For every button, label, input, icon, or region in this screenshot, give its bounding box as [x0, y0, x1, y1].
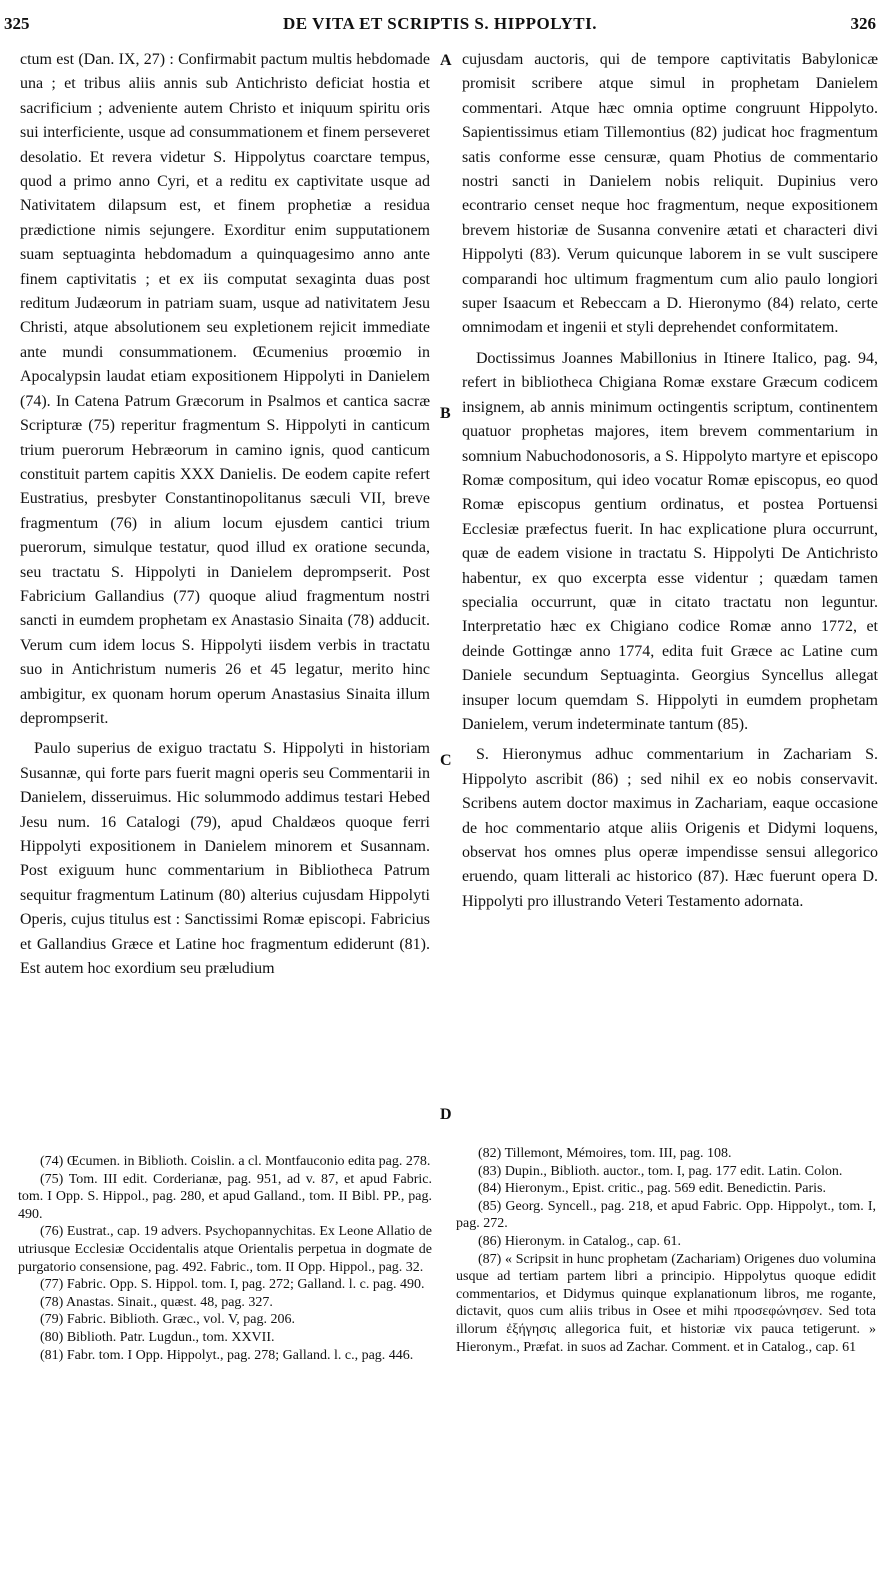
margin-letter-c: C: [440, 752, 452, 769]
footnote: (80) Biblioth. Patr. Lugdun., tom. XXVII.: [40, 1329, 275, 1345]
margin-letter-a: A: [440, 52, 452, 69]
margin-letter-d: D: [440, 1106, 452, 1123]
page-number-left: 325: [4, 14, 30, 33]
footnote: (84) Hieronym., Epist. critic., pag. 569 edit. Benedictin. Paris.: [478, 1181, 826, 1197]
footnotes-right: [456, 1145, 876, 1356]
footnote: (79) Fabric. Biblioth. Græc., vol. V, pag. 206.: [40, 1312, 295, 1328]
page-number-right: 326: [850, 14, 876, 33]
left-paragraph-2: Paulo superius de exiguo tractatu S. Hippolyti in historiam Susannæ, qui forte pars fuerit magni operis seu Commentarii in Danielem, disseruimus. Hic solummodo addimus testari Hebed Jesu num. 16 Catalogi (79), apud Chaldæos quoque ferri Hippolyti expositionem in Danielem minorem et Susannam. Post exiguum hunc commentarium in Bibliotheca Patrum sequitur fragmentum Latinum (80) alterius cujusdam Hippolyti Operis, cujus titulus est : Sanctissimi Romæ episcopi. Fabricius et Gallandius Græce et Latine hoc fragmentum ediderunt (81). Est autem hoc exordium seu præludium: [20, 740, 430, 978]
right-paragraph-2: Doctissimus Joannes Mabillonius in Itinere Italico, pag. 94, refert in bibliotheca Chigiana Romæ exstare Græcum codicem insignem, ab annis minimum octingentis scriptum, continentem quatuor prophetas majores, item brevem commentarium in somnium Nabuchodonosoris, a S. Hippolyto martyre et episcopo Romæ compositum, qui ideo vocatur Romæ episcopus, eo quod Romæ episcopus gentium ordinatus, et postea Portuensi Ecclesiæ præfectus fuerit. In hac explicatione plura occurrunt, quæ de eadem visione in tractatu S. Hippolyti De Antichristo habentur, ex quo excerpta esse videntur ; quædam tamen specialia occurrunt, quæ in citato tractatu non leguntur. Interpretatio hæc ex Chigiano codice Romæ anno 1772, et deinde Gottingæ anno 1774, edita fuit Græce ac Latine cum Daniele secundum Septuaginta. Georgius Syncellus allegat insuper locum quemdam S. Hippolyti in eumdem prophetam Danielem, verum indeterminate tantum (85).: [462, 349, 878, 733]
footnotes-left: [18, 1153, 432, 1364]
right-paragraph-3: S. Hieronymus adhuc commentarium in Zachariam S. Hippolyto ascribit (86) ; sed nihil ex eo nobis conservavit. Scribens autem doctor maximus in Zachariam, eaque occasione de hoc commentario atque aliis Origenis et Didymi loquens, observat hos omnes plus operæ impendisse sensui allegorico eruendo, quam litterali ac historico (87). Hæc fuerunt opera D. Hippolyti pro illustrando Veteri Testamento adornata.: [462, 746, 878, 910]
footnote: (82) Tillemont, Mémoires, tom. III, pag. 108.: [478, 1146, 732, 1161]
footnote: (85) Georg. Syncell., pag. 218, et apud Fabric. Opp. Hippolyt., tom. I, pag. 272.: [456, 1198, 876, 1232]
running-title: DE VITA ET SCRIPTIS S. HIPPOLYTI.: [283, 14, 597, 33]
footnote: (81) Fabr. tom. I Opp. Hippolyt., pag. 278; Galland. l. c., pag. 446.: [40, 1347, 414, 1363]
footnote: (83) Dupin., Biblioth. auctor., tom. I, pag. 177 edit. Latin. Colon.: [478, 1163, 843, 1179]
footnote: (86) Hieronym. in Catalog., cap. 61.: [478, 1233, 681, 1249]
footnote: (77) Fabric. Opp. S. Hippol. tom. I, pag. 272; Galland. l. c. pag. 490.: [40, 1277, 425, 1293]
footnote: (74) Œcumen. in Biblioth. Coislin. a cl. Montfauconio edita pag. 278.: [40, 1154, 431, 1169]
left-paragraph-1: ctum est (Dan. IX, 27) : Confirmabit pactum multis hebdomade una ; et tribus aliis annis sub Antichristo deficiat hostia et sacrificium ; adveniente autem Christo et iniquum spiritu oris sui interficiente, usque ad consummationem et finem perseveret desolatio. Et revera videtur S. Hippolytus coarctare tempus, quod a primo anno Cyri, et a reditu ex captivitate usque ad Nativitatem dilapsum est, et finem prophetiæ a residua prædictione nimis sejungere. Exorditur enim supputationem suam septuaginta hebdomadum a quinquagesimo anno ante finem captivitatis ; et ex iis computat sexaginta duas post reditum Judæorum in patriam suam, usque ad nativitatem Jesu Christi, atque absolutionem seu expletionem rejicit immediate ante mundi consummationem. Œcumenius proœmio in Apocalypsin laudat etiam expositionem Hippolyti in Danielem (74). In Catena Patrum Græcorum in Psalmos et cantica sacræ Scripturæ (75) reperitur fragmentum S. Hippolyti in canticum trium puerorum Hebræorum in camino ignis, quod canticum constituit partem capitis XXX Danielis. De eodem capite refert Eustratius, presbyter Constantinopolitanus sæculi VII, breve fragmentum (76) in alium locum ejusdem cantici trium puerorum, simulque testatur, quod illud ex oratione secunda, seu tractatu S. Hippolyti in Danielem deprompserit. Post Fabricium Gallandius (77) quoque aliud fragmentum nostri sancti in eumdem prophetam ex Anastasio Sinaita (78) adducit. Verum cum idem locus S. Hippolyti iisdem verbis in tractatu suo in Antichristum numeris 26 et 45 legatur, merito hinc ambigitur, ex quonam horum operum Anastasius Sinaita illum deprompserit.: [20, 51, 430, 727]
page-header: [4, 14, 876, 40]
margin-letter-b: B: [440, 405, 451, 422]
footnote: (75) Tom. III edit. Corderianæ, pag. 951, ad v. 87, et apud Fabric. tom. I Opp. S. Hippol., pag. 280, et apud Galland., tom. II Bibl. PP., pag. 490.: [18, 1171, 432, 1222]
footnote: (78) Anastas. Sinait., quæst. 48, pag. 327.: [40, 1294, 273, 1310]
right-column: [462, 48, 878, 920]
footnote: (76) Eustrat., cap. 19 advers. Psychopannychitas. Ex Leone Allatio de utriusque Ecclesiæ Occidentalis atque Orientalis perpetua in dogmate de purgatorio consensione, pag. 492. Fabric., tom. II Opp. Hippol., pag. 32.: [18, 1224, 432, 1275]
footnote: (87) « Scripsit in hunc prophetam (Zachariam) Origenes duo volumina usque ad tertiam partem libri a principio. Hippolytus quoque edidit commentarios, et Didymus quinque explanationum libros, me rogante, dictavit, quos cum aliis tribus in Osee et mihi προσεφώνησεν. Sed tota illorum ἐξήγησις allegorica fuit, et historiæ vix pauca tetigerunt. » Hieronym., Præfat. in suos ad Zachar. Comment. et in Catalog., cap. 61: [456, 1251, 876, 1355]
right-paragraph-1: cujusdam auctoris, qui de tempore captivitatis Babylonicæ promisit scribere atque simul in prophetam Danielem commentari. Atque hæc omnia optime congruunt Hippolyto. Sapientissimus etiam Tillemontius (82) judicat hoc fragmentum satis conforme esse censuræ, quam Photius de commentario nostri sancti in Danielem nobis reliquit. Dupinius vero econtrario censet neque hoc fragmentum, neque expositionem brevem historiæ de Susanna convenire ætati et characteri divi Hippolyti (83). Verum quicunque laborem in se vult suscipere comparandi hoc ultimum fragmentum cum alio paulo longiori super Isaacum et Rebeccam a D. Hieronymo (84) relato, certe omnimodam et ingenii et styli deprehendet conformitatem.: [462, 51, 878, 337]
left-column: [20, 48, 430, 987]
